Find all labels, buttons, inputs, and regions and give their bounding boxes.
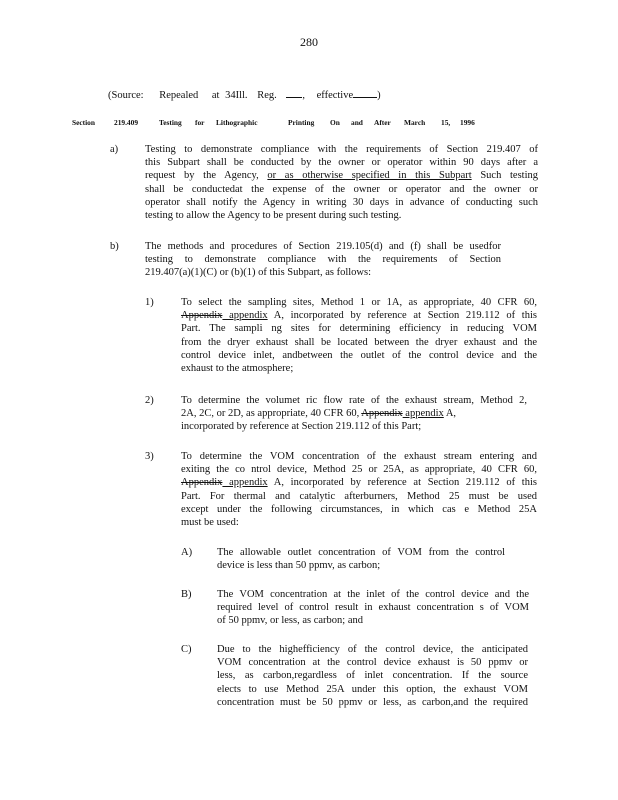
paragraph-a-text: [145, 143, 538, 222]
source-close: ): [377, 90, 381, 101]
text-line: incorporated by reference at Section 219.112 of this Part;: [181, 421, 422, 433]
subitem-b-label: B): [181, 589, 192, 600]
subitem-a-label: A): [181, 547, 193, 558]
text-run: A,: [443, 408, 457, 420]
source-open: (Source:: [108, 90, 144, 101]
text-line: To determine the VOM concentration of the exhaust stream entering and: [181, 451, 537, 462]
text-line: required level of control result in exhaust concentration s of VOM: [217, 602, 529, 614]
heading-word: Testing: [159, 118, 182, 127]
text-line: Testing to demonstrate compliance with the requirements of Section 219.407 of: [145, 144, 538, 155]
text-run: request by the Agency,: [145, 170, 268, 182]
text-line: from the dryer exhaust shall be located between the dryer exhaust and the: [181, 336, 537, 348]
text-line: 219.407(a)(1)(C) or (b)(1) of this Subpart, as follows:: [145, 267, 371, 279]
item-3-text: [181, 450, 537, 529]
text-line: Part. The sampli ng sites for determining efficiency in reducing VOM: [181, 323, 537, 335]
heading-word: After: [374, 118, 391, 127]
inserted-text: appendix: [222, 310, 268, 322]
text-line: VOM concentration at the control device exhaust is 50 ppmv or: [217, 657, 528, 669]
text-line: The allowable outlet concentration of VOM from the control: [217, 547, 505, 558]
text-line: elects to use Method 25A under this option, the exhaust VOM: [217, 683, 528, 695]
heading-word: for: [195, 118, 205, 127]
paragraph-b-label: b): [110, 241, 119, 252]
text-line: must be used:: [181, 517, 239, 529]
source-comma: ,: [302, 90, 305, 101]
source-word-effective: effective: [316, 90, 354, 101]
text-line: exiting the co ntrol device, Method 25 or 25A, as appropriate, 40 CFR 60,: [181, 464, 537, 476]
text-line: device is less than 50 ppmv, as carbon;: [217, 560, 381, 572]
text-line: concentration must be 50 ppmv or less, as carbon,and the required: [217, 696, 528, 708]
inserted-text: or as otherwise specified in this Subpart: [267, 170, 472, 182]
inserted-text: appendix: [222, 477, 268, 489]
source-word-register: at 34Ill.: [211, 90, 248, 101]
subitem-b-text: [217, 588, 529, 628]
text-run: 2A, 2C, or 2D, as appropriate, 40 CFR 60,: [181, 408, 362, 420]
text-run: A, incorporated by reference at Section 219.112 of this: [267, 477, 537, 489]
item-3-label: 3): [145, 451, 154, 462]
text-line: testing to allow the Agency to be present during such testing.: [145, 210, 402, 222]
text-line: of 50 ppmv, or less, as carbon; and: [217, 615, 363, 627]
text-line: The methods and procedures of Section 219.105(d) and (f) shall be usedfor: [145, 241, 501, 252]
text-line: [181, 309, 537, 322]
text-line: To determine the volumet ric flow rate of the exhaust stream, Method 2,: [181, 395, 527, 406]
deleted-text: Appendix: [361, 408, 403, 420]
item-1-text: [181, 296, 537, 375]
inserted-text: appendix: [402, 408, 444, 420]
text-line: The VOM concentration at the inlet of the control device and the: [217, 589, 529, 600]
heading-word: and: [351, 118, 363, 127]
text-line: control device inlet, andbetween the outlet of the control device and the: [181, 349, 537, 361]
paragraph-a-label: a): [110, 144, 119, 155]
text-line: testing to demonstrate compliance with the requirements of Section: [145, 254, 501, 266]
text-line: exhaust to the atmosphere;: [181, 363, 294, 375]
text-line: less, as carbon,regardless of inlet concentration. If the source: [217, 670, 528, 682]
text-line: [181, 407, 527, 420]
deleted-text: Appendix: [181, 477, 223, 489]
subitem-c-label: C): [181, 644, 192, 655]
text-line: [181, 476, 537, 489]
page-number: 280: [300, 35, 318, 49]
text-run: Such testing: [471, 170, 539, 182]
text-run: A, incorporated by reference at Section 219.112 of this: [267, 310, 537, 322]
text-line: except under the following circumstances, in which cas e Method 25A: [181, 503, 537, 515]
heading-word: 1996: [460, 118, 475, 127]
heading-word: On: [330, 118, 340, 127]
deleted-text: Appendix: [181, 310, 223, 322]
item-1-label: 1): [145, 297, 154, 308]
text-line: this Subpart shall be conducted by the owner or operator within 90 days after a: [145, 157, 538, 169]
source-blank-2: [353, 87, 377, 98]
source-note: [108, 87, 468, 102]
text-line: To select the sampling sites, Method 1 or 1A, as appropriate, 40 CFR 60,: [181, 297, 537, 308]
heading-word: Printing: [288, 118, 315, 127]
item-2-text: [181, 394, 527, 434]
heading-section: Section: [72, 118, 95, 127]
heading-word: 15,: [441, 118, 451, 127]
heading-number: 219.409: [114, 118, 139, 127]
text-line: Due to the highefficiency of the control device, the anticipated: [217, 644, 528, 655]
text-line: [145, 169, 538, 182]
source-word-reg: Reg.: [257, 90, 277, 101]
heading-word: Lithographic: [216, 118, 258, 127]
paragraph-b-text: [145, 240, 501, 280]
text-line: Part. For thermal and catalytic afterburners, Method 25 must be used: [181, 490, 537, 502]
text-line: shall be conductedat the expense of the owner or operator and the owner or: [145, 183, 538, 195]
source-word-repealed: Repealed: [159, 90, 199, 101]
text-line: operator shall notify the Agency in writing 30 days in advance of conducting such: [145, 196, 538, 208]
subitem-a-text: [217, 546, 505, 572]
item-2-label: 2): [145, 395, 154, 406]
subitem-c-text: [217, 643, 528, 709]
heading-word: March: [404, 118, 426, 127]
source-blank-1: [286, 87, 302, 98]
